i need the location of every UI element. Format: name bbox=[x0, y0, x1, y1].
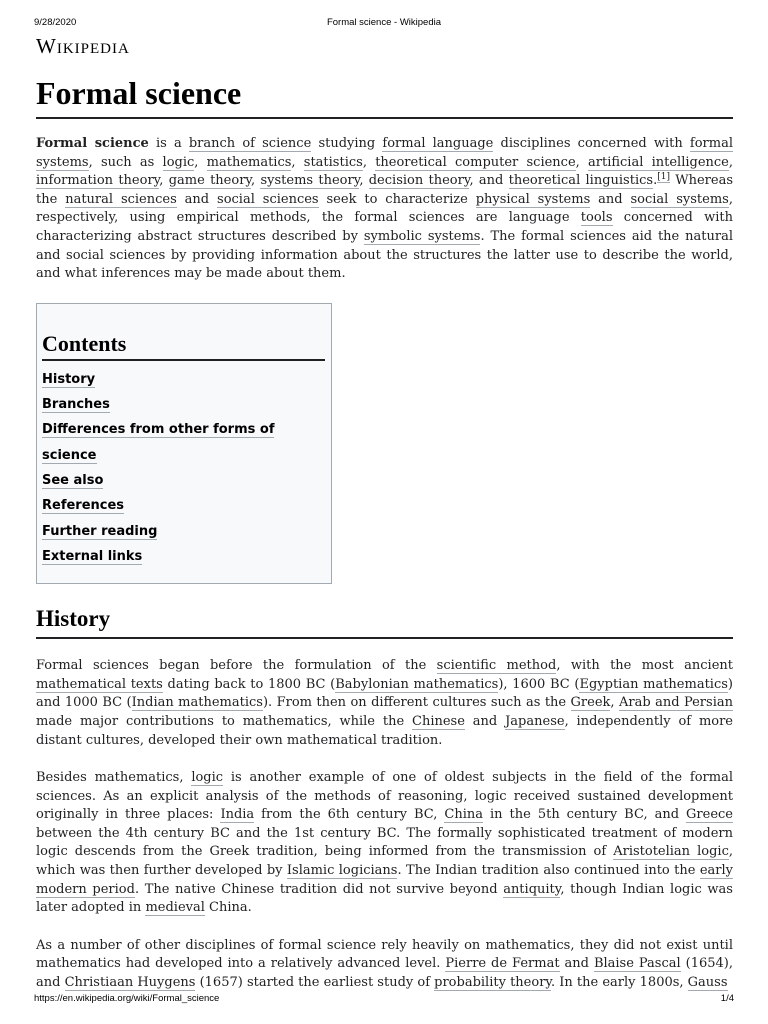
text-run: , respectively, using empirical methods, the formal sciences are language bbox=[36, 191, 733, 226]
text-run: studying bbox=[311, 136, 383, 151]
wikipedia-wordmark[interactable]: Wikipedia bbox=[36, 34, 130, 58]
article-link[interactable]: Pierre de Fermat bbox=[445, 956, 560, 972]
text-run: . The native Chinese tradition did not survive beyond bbox=[134, 881, 504, 897]
toc-item-references[interactable]: References bbox=[42, 498, 125, 514]
article-link[interactable]: formal language bbox=[382, 136, 494, 151]
article-link[interactable]: logic bbox=[162, 154, 195, 170]
text-run: . bbox=[653, 173, 658, 189]
article-link[interactable]: Egyptian mathematics bbox=[579, 676, 728, 692]
toc-item-history[interactable]: History bbox=[42, 371, 96, 387]
article-link[interactable]: Chinese bbox=[412, 713, 465, 729]
print-url: https://en.wikipedia.org/wiki/Formal_science bbox=[34, 993, 220, 1004]
text-run: , independently of more distant cultures, developed their own mathematical tradition. bbox=[36, 713, 734, 748]
text-run: China. bbox=[204, 900, 252, 916]
text-run: . The formal sciences aid the natural and social sciences by providing information about the structures the latter use to describe the world, and what inferences may be made about them. bbox=[36, 228, 733, 282]
article-link[interactable]: Gauss bbox=[687, 975, 728, 991]
article-link[interactable]: Blaise Pascal bbox=[593, 956, 681, 972]
text-run: , and bbox=[469, 173, 509, 189]
article-link[interactable]: social sciences bbox=[217, 191, 319, 207]
text-run: , bbox=[362, 154, 376, 170]
article-link[interactable]: Islamic logicians bbox=[286, 863, 398, 879]
text-run: and bbox=[176, 191, 218, 207]
text-run: in the 5th century BC, and bbox=[483, 807, 687, 823]
article-link[interactable]: symbolic systems bbox=[363, 228, 481, 244]
text-run: As a number of other disciplines of formal science rely heavily on mathematics, they did not exist until mathematics had developed into a relatively advanced level. bbox=[36, 937, 733, 972]
text-run: dating back to 1800 BC ( bbox=[162, 676, 336, 692]
text-run: (1654), and bbox=[36, 956, 733, 991]
text-run: (1657) started the earliest study of bbox=[195, 975, 435, 991]
text-run: Besides mathematics, bbox=[36, 770, 192, 786]
text-run: and bbox=[464, 713, 506, 729]
print-footer bbox=[34, 993, 734, 1007]
article-link[interactable]: China bbox=[444, 807, 484, 823]
toc-item-see-also[interactable]: See also bbox=[42, 472, 104, 488]
section-heading-history: History bbox=[36, 605, 733, 639]
history-paragraph-3 bbox=[36, 937, 733, 993]
text-run: , though Indian logic was later adopted in bbox=[36, 881, 733, 916]
text-run: and bbox=[590, 191, 631, 207]
article-link[interactable]: mathematics bbox=[206, 154, 292, 170]
article-link[interactable]: medieval bbox=[145, 900, 205, 916]
article-link[interactable]: Christiaan Huygens bbox=[64, 975, 196, 991]
article-link[interactable]: India bbox=[220, 807, 255, 823]
text-run: is another example of one of oldest subjects in the field of the formal sciences. As an explicit analysis of the methods of reasoning, logic received sustained development originally in three places: bbox=[36, 770, 733, 823]
article-link[interactable]: information theory bbox=[36, 173, 160, 189]
history-paragraph-2 bbox=[36, 769, 733, 918]
page-title: Formal science bbox=[36, 73, 733, 119]
text-run: , bbox=[291, 154, 304, 170]
article-link[interactable]: tools bbox=[580, 210, 613, 226]
toc-list bbox=[42, 367, 325, 569]
article-link[interactable]: early modern period bbox=[36, 863, 734, 897]
text-run: from the 6th century BC, bbox=[254, 807, 445, 823]
lead-paragraph bbox=[36, 135, 733, 284]
text-run: . In the early 1800s, bbox=[551, 975, 688, 991]
article-link[interactable]: artificial intelligence bbox=[588, 154, 729, 170]
article-link[interactable]: Arab and Persian bbox=[618, 695, 733, 711]
text-run: ), 1600 BC ( bbox=[498, 676, 580, 692]
article-link[interactable]: mathematical texts bbox=[36, 676, 163, 692]
toc-item-external-links[interactable]: External links bbox=[42, 548, 143, 564]
article-link[interactable]: game theory bbox=[168, 173, 252, 189]
print-header bbox=[34, 17, 734, 31]
article-link[interactable]: Japanese bbox=[505, 713, 565, 729]
text-run: ). From then on different cultures such as the bbox=[262, 695, 571, 711]
toc-item-differences[interactable]: Differences from other forms of science bbox=[42, 422, 275, 463]
article-link[interactable]: social systems bbox=[630, 191, 729, 207]
article-link[interactable]: statistics bbox=[303, 154, 363, 170]
text-run: concerned with characterizing abstract structures described by bbox=[36, 210, 733, 244]
text-run: and bbox=[559, 956, 594, 972]
article-link[interactable]: systems theory bbox=[260, 173, 360, 189]
article-link[interactable]: theoretical linguistics bbox=[508, 173, 654, 189]
article-link[interactable]: probability theory bbox=[434, 975, 552, 991]
article-link[interactable]: scientific method bbox=[436, 658, 557, 674]
article-link[interactable]: Babylonian mathematics bbox=[335, 676, 499, 692]
text-run: , bbox=[575, 154, 588, 170]
text-run: between the 4th century BC and the 1st century BC. The formally sophisticated treatment of modern logic descends from the Greek tradition, being informed from the transmission of bbox=[36, 825, 733, 860]
text-run: , bbox=[159, 173, 169, 189]
citation-link[interactable]: [1] bbox=[657, 171, 670, 182]
article-link[interactable]: Greek bbox=[570, 695, 611, 711]
text-run: , which was then further developed by bbox=[36, 844, 733, 879]
article-link[interactable]: Aristotelian logic bbox=[613, 844, 729, 860]
text-run: is a bbox=[148, 136, 189, 151]
text-run: seek to characterize bbox=[318, 191, 476, 207]
article-link[interactable]: Indian mathematics bbox=[131, 695, 263, 711]
article-link[interactable]: theoretical computer science bbox=[375, 154, 576, 170]
article-link[interactable]: branch of science bbox=[188, 136, 312, 151]
text-run: , bbox=[359, 173, 369, 189]
text-run: Formal sciences began before the formulation of the bbox=[36, 658, 437, 674]
article-link[interactable]: decision theory bbox=[368, 173, 470, 189]
text-run: , bbox=[728, 154, 734, 170]
article-content bbox=[36, 33, 733, 993]
text-run: , such as bbox=[88, 154, 163, 170]
text-run: , with the most ancient bbox=[556, 658, 733, 674]
text-run: Whereas the bbox=[36, 173, 733, 207]
toc-item-branches[interactable]: Branches bbox=[42, 397, 110, 413]
table-of-contents bbox=[36, 303, 332, 584]
text-run: , bbox=[610, 695, 619, 711]
article-link[interactable]: formal systems bbox=[36, 136, 734, 170]
article-link[interactable]: natural sciences bbox=[65, 191, 177, 207]
article-link[interactable]: physical systems bbox=[475, 191, 591, 207]
article-link[interactable]: antiquity bbox=[503, 881, 561, 897]
article-link[interactable]: logic bbox=[191, 770, 224, 786]
text-run: . The Indian tradition also continued into the bbox=[397, 863, 700, 879]
text-run: disciplines concerned with bbox=[493, 136, 690, 151]
history-paragraph-1 bbox=[36, 657, 733, 750]
toc-title: Contents bbox=[42, 330, 325, 361]
text-run: ) and 1000 BC ( bbox=[36, 676, 733, 711]
toc-item-further-reading[interactable]: Further reading bbox=[42, 523, 158, 539]
print-document-title: Formal science - Wikipedia bbox=[326, 17, 442, 28]
bold-term: Formal science bbox=[36, 136, 149, 151]
text-run: , bbox=[194, 154, 207, 170]
text-run: made major contributions to mathematics, while the bbox=[36, 713, 413, 729]
print-page-number: 1/4 bbox=[720, 993, 734, 1004]
print-date: 9/28/2020 bbox=[34, 17, 77, 28]
article-link[interactable]: Greece bbox=[686, 807, 733, 823]
text-run: , bbox=[251, 173, 261, 189]
